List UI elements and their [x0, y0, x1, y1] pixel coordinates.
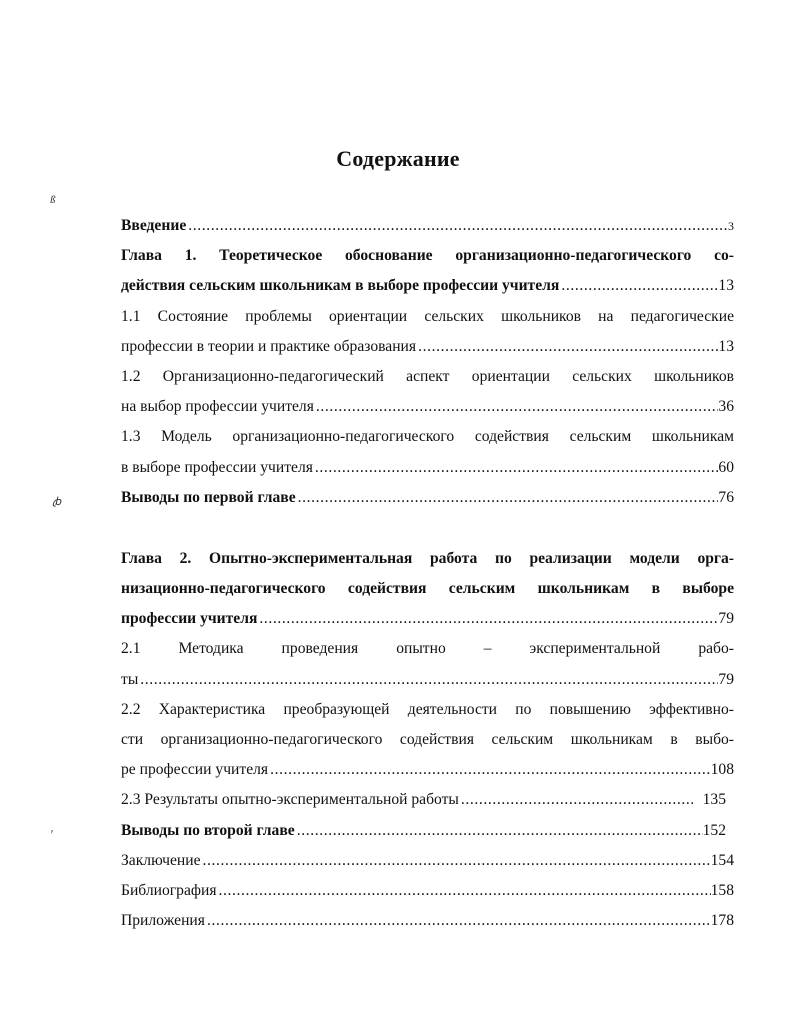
toc-section-2-2-line-3[interactable]: ре профессии учителя ..... 108: [121, 755, 734, 785]
toc-conclusion[interactable]: Заключение ..... 154: [121, 846, 734, 876]
toc-chapter-2-line-3[interactable]: профессии учителя ..... 79: [121, 604, 734, 634]
scan-speck: ß: [50, 194, 56, 206]
page-title: Содержание: [336, 146, 460, 171]
toc-section-1-1-line-1[interactable]: 1.1 Состояние проблемы ориентации сельских школьников на педагогические: [121, 307, 734, 325]
table-of-contents: [121, 211, 734, 936]
toc-chapter-2-line-1[interactable]: Глава 2. Опытно-экспериментальная работа по реализации модели орга-: [121, 549, 734, 567]
scan-speck: ꞗ: [52, 496, 62, 508]
toc-section-2-3[interactable]: 2.3 Результаты опытно-экспериментальной работы ..... 135: [121, 785, 734, 815]
toc-bibliography[interactable]: Библиография ..... 158: [121, 876, 734, 906]
toc-section-2-2-line-2[interactable]: сти организационно-педагогического содействия сельским школьникам в выбо-: [121, 731, 734, 748]
scan-speck: ꞌ: [50, 828, 53, 840]
toc-section-1-1-line-2[interactable]: профессии в теории и практике образования ..... 13: [121, 332, 734, 362]
spacer: [121, 513, 734, 544]
toc-chapter-2-line-2[interactable]: низационно-педагогического содействия сельским школьникам в выборе: [121, 580, 734, 598]
toc-section-1-3-line-1[interactable]: 1.3 Модель организационно-педагогического содействия сельским школьникам: [121, 428, 734, 446]
toc-section-1-3-line-2[interactable]: в выборе профессии учителя ..... 60: [121, 453, 734, 483]
toc-chapter-1-line-1[interactable]: Глава 1. Теоретическое обоснование организационно-педагогического со-: [121, 247, 734, 265]
toc-section-2-1-line-2[interactable]: ты ..... 79: [121, 665, 734, 695]
toc-conclusions-chapter-2[interactable]: Выводы по второй главе ..... 152: [121, 816, 734, 846]
toc-chapter-1-line-2[interactable]: действия сельским школьникам в выборе профессии учителя ..... 13: [121, 271, 734, 301]
toc-section-1-2-line-2[interactable]: на выбор профессии учителя ..... 36: [121, 392, 734, 422]
toc-appendices[interactable]: Приложения ..... 178: [121, 906, 734, 936]
toc-section-2-1-line-1[interactable]: 2.1 Методика проведения опытно – экспериментальной рабо-: [121, 640, 734, 658]
toc-section-2-2-line-1[interactable]: 2.2 Характеристика преобразующей деятельности по повышению эффективно-: [121, 700, 734, 718]
toc-entry-introduction[interactable]: Введение ..... 3: [121, 211, 734, 241]
toc-conclusions-chapter-1[interactable]: Выводы по первой главе ..... 76: [121, 483, 734, 513]
toc-section-1-2-line-1[interactable]: 1.2 Организационно-педагогический аспект ориентации сельских школьников: [121, 367, 734, 385]
